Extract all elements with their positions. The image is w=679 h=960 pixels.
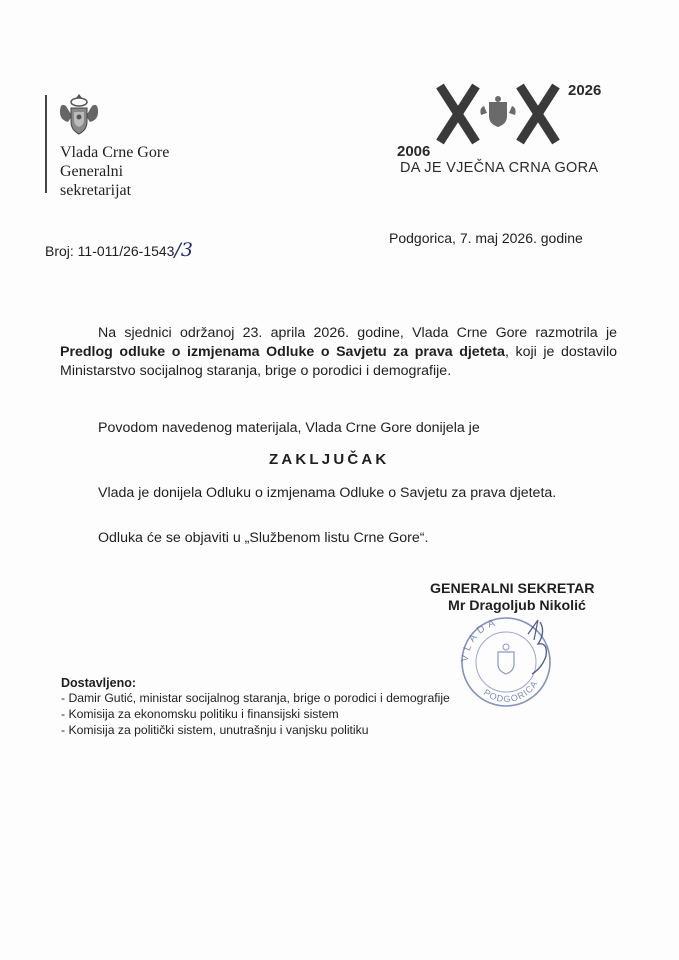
seal-top-text: VLADA (459, 616, 501, 663)
handwritten-suffix: /3 (174, 239, 193, 261)
gov-line-2: Generalni (60, 163, 124, 180)
paragraph-1-end: , koji je dostavilo Ministarstvo socijalnog staranja, brige o porodici i demografije. (60, 344, 617, 379)
paragraph-1-start: Na sjednici održanoj 23. aprila 2026. godine, Vlada Crne Gore razmotrila je (98, 325, 617, 341)
seal-bottom-text: PODGORICA (481, 678, 540, 705)
gov-line-1: Vlada Crne Gore (60, 144, 170, 161)
paragraph-3 (60, 484, 617, 503)
anniversary-start-year: 2006 (397, 143, 431, 160)
distribution-item: - Damir Gutić, ministar socijalnog staranja, brige o porodici i demografije (61, 691, 450, 705)
paragraph-2: Povodom navedenog materijala, Vlada Crne Gore donijela je (98, 420, 480, 436)
paragraph-1-bold: Predlog odluke o izmjenama Odluke o Savjetu za prava djeteta (60, 344, 505, 360)
anniversary-end-year: 2026 (568, 82, 602, 99)
anniversary-logo (392, 80, 622, 180)
coat-of-arms-icon (58, 92, 100, 138)
reference-number-text: Broj: 11-011/26-1543 (45, 243, 175, 259)
letterhead-divider (45, 95, 47, 193)
distribution-heading: Dostavljeno: (61, 676, 137, 690)
distribution-list (61, 690, 450, 738)
gov-line-3: sekretarijat (60, 182, 132, 199)
paragraph-3-text: Vlada je donijela Odluku o izmjenama Odluke o Savjetu za prava djeteta. (98, 485, 557, 501)
distribution-item: - Komisija za politički sistem, unutrašnju i vanjsku politiku (61, 723, 369, 737)
official-seal-icon (448, 604, 560, 710)
reference-number (45, 239, 193, 261)
government-name (60, 143, 169, 200)
motto: DA JE VJEČNA CRNA GORA (400, 160, 599, 176)
svg-text:VLADA (460, 617, 500, 663)
signatory-title: GENERALNI SEKRETAR (430, 581, 595, 597)
signatory-name: Mr Dragoljub Nikolić (448, 598, 586, 614)
paragraph-4: Odluka će se objaviti u „Službenom listu Crne Gore“. (98, 530, 429, 546)
place-and-date: Podgorica, 7. maj 2026. godine (389, 230, 583, 246)
decision-heading: ZAKLJUČAK (269, 451, 390, 468)
distribution-item: - Komisija za ekonomsku politiku i finansijski sistem (61, 707, 339, 721)
paragraph-1 (60, 324, 617, 381)
